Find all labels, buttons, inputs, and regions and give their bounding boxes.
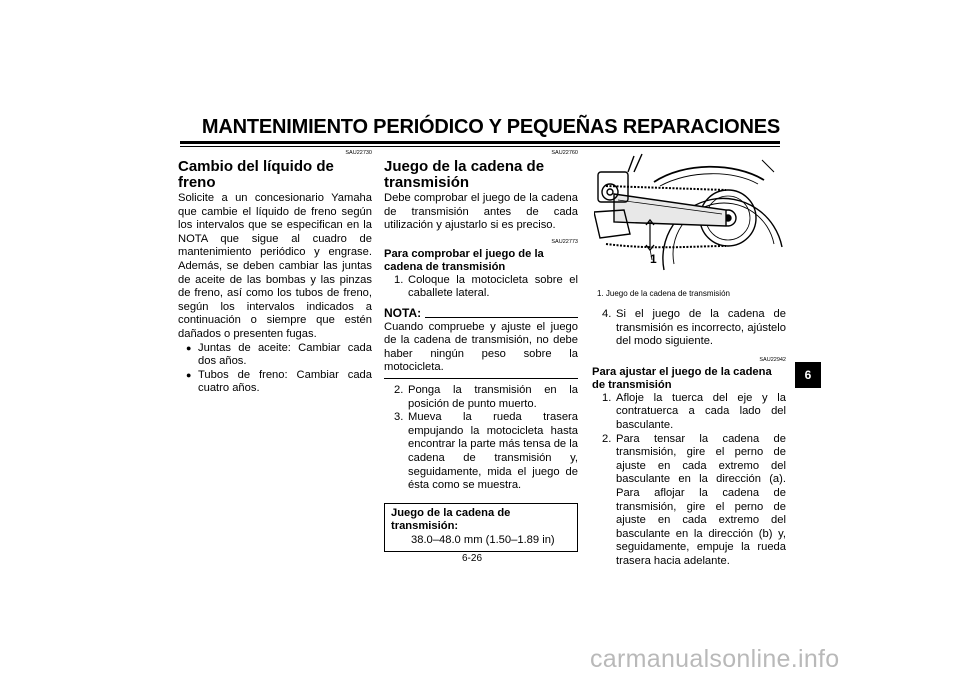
middle-column: [384, 150, 578, 552]
note-label: NOTA:: [384, 305, 422, 320]
page-number: 6-26: [462, 553, 483, 564]
watermark: carmanualsonline.info: [590, 645, 840, 673]
right-column: [592, 308, 786, 569]
figure-caption: 1. Juego de la cadena de transmisión: [597, 289, 730, 298]
spec-title: Juego de la cadena de transmisión:: [391, 506, 511, 533]
chain-slack-illustration: [594, 152, 786, 280]
step-text: Ponga la transmisión en la posición de punto muerto.: [408, 383, 578, 410]
note-text: Cuando compruebe y ajuste el juego de la cadena de transmisión, no debe haber ningún peso sobre la motocicleta.: [384, 320, 578, 374]
step-number: 1.: [602, 391, 612, 404]
step-item: [394, 384, 578, 411]
page-header: [180, 115, 780, 139]
bullet-text: Juntas de aceite: Cambiar cada dos años.: [198, 341, 372, 368]
section-title-chain-slack: Juego de la cadena de transmisión: [384, 158, 545, 191]
bullet-dot-icon: ●: [186, 342, 192, 353]
spec-value: 38.0–48.0 mm (1.50–1.89 in): [411, 533, 555, 546]
left-column: [178, 150, 372, 396]
subsection-title-adjust: Para ajustar el juego de la cadena de transmisión: [592, 365, 772, 391]
section-code: SAU22942: [759, 356, 786, 363]
header-rule-thin: [180, 146, 780, 147]
section-title-brake-fluid: Cambio del líquido de freno: [178, 158, 334, 191]
step-text: Si el juego de la cadena de transmisión es incorrecto, ajústelo del modo siguiente.: [616, 308, 786, 348]
step-text: Afloje la tuerca del eje y la contratuerca a cada lado del basculante.: [616, 391, 786, 431]
step-text: Mueva la rueda trasera empujando la motocicleta hasta encontrar la parte más tensa de la cadena de transmisión y, seguidamente, mida el juego de ésta como se muestra.: [408, 411, 578, 492]
header-title: MANTENIMIENTO PERIÓDICO Y PEQUEÑAS REPARACIONES: [201, 116, 780, 138]
bullet-dot-icon: ●: [186, 369, 192, 380]
header-rule: [180, 141, 780, 144]
figure-callout-label: 1: [650, 252, 657, 266]
bullet-text: Tubos de freno: Cambiar cada cuatro años.: [198, 368, 372, 395]
step-item: [394, 274, 578, 301]
step-item: [602, 433, 786, 569]
section-code: SAU22773: [551, 238, 578, 245]
step-number: 2.: [602, 432, 612, 445]
step-number: 1.: [394, 273, 404, 286]
step-text: Para tensar la cadena de transmisión, gire el perno de ajuste en cada extremo del basculante en la dirección (a). Para aflojar la cadena de transmisión, gire el perno de ajuste en cada extremo del basculante en la dirección (b) y, seguidamente, empuje la rueda trasera hacia adelante.: [616, 432, 786, 567]
step-item: [602, 308, 786, 349]
bullet-item: [186, 342, 372, 369]
step-item: [602, 392, 786, 433]
section-code: SAU22730: [345, 150, 372, 156]
spec-box: [384, 503, 578, 553]
step-item: [394, 411, 578, 493]
step-number: 2.: [394, 383, 404, 396]
step-number: 4.: [602, 308, 612, 320]
chain-intro-paragraph: Debe comprobar el juego de la cadena de transmisión antes de cada utilización y ajustarlo si es preciso.: [384, 192, 578, 232]
motorcycle-rear-wheel-icon: [594, 152, 786, 280]
step-text: Coloque la motocicleta sobre el caballete lateral.: [408, 273, 578, 300]
note-rule: [425, 317, 578, 318]
brake-fluid-paragraph: Solicite a un concesionario Yamaha que cambie el líquido de freno según los intervalos que se especifican en la NOTA que sigue al cuadro de mantenimiento periódico y engrase. Además, se deben cambiar las juntas de aceite de las bombas y las pinzas de freno, así como los tubos de freno, según los intervalos indicados a continuación o siempre que estén dañados o presenten fugas.: [178, 192, 372, 340]
note-header: [384, 307, 578, 321]
chapter-tab: 6: [795, 362, 821, 388]
step-number: 3.: [394, 411, 404, 424]
note-end-rule: [384, 378, 578, 379]
subsection-title-check: Para comprobar el juego de la cadena de transmisión: [384, 247, 544, 273]
bullet-item: [186, 369, 372, 396]
section-code: SAU22760: [551, 150, 578, 156]
